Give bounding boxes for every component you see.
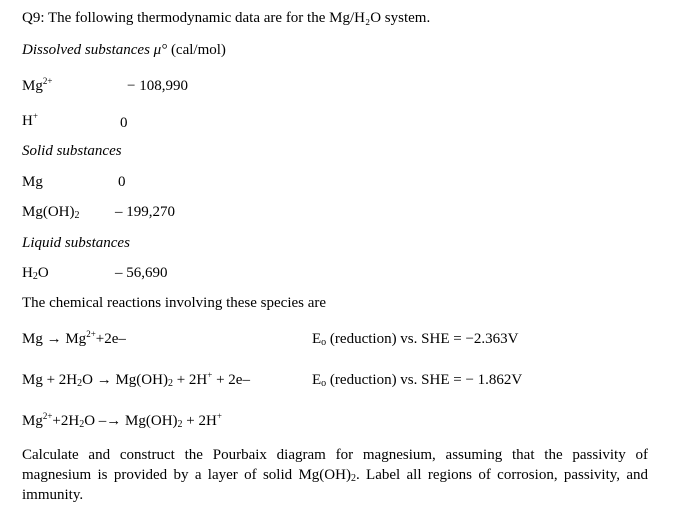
- species-h2o-name: $H_2O$: [22, 265, 49, 282]
- species-mgoh2-name: $Mg(OH)_2$: [22, 204, 80, 221]
- solid-header: Solid substances: [22, 143, 122, 159]
- dissolved-header: [22, 41, 226, 59]
- dissolved-title: Dissolved substances μ°: [22, 42, 168, 58]
- reaction-3-equation: $Mg^{2+}+2H_2O -\to Mg(OH)_2 + 2H^+$: [22, 411, 222, 430]
- question-intro: The following thermodynamic data are for the Mg/H₂O system.: [47, 10, 431, 26]
- species-h-name: H+: [22, 111, 38, 129]
- dissolved-unit: (cal/mol): [170, 42, 226, 58]
- liquid-header: Liquid substances: [22, 235, 130, 251]
- reaction-2-equation: $Mg + 2H_2O \to Mg(OH)_2 + 2H^+ + 2e-$: [22, 370, 250, 389]
- reaction-2-potential: $E_o$ (reduction) vs. SHE = − 1.862V: [312, 372, 523, 389]
- species-mg2-name: $Mg^{2+}$: [22, 76, 53, 94]
- reaction-1-equation: $Mg \to Mg^{2+}+2e-$: [22, 329, 126, 347]
- species-h-value: 0: [120, 115, 128, 131]
- species-mg-value: 0: [118, 174, 126, 190]
- species-h2o-value: – 56,690: [115, 265, 168, 281]
- species-mgoh2-value: – 199,270: [115, 204, 175, 220]
- task-paragraph: Calculate and construct the Pourbaix diagram for magnesium, assuming that the passivity of magnesium is provided by a layer of solid $Mg(OH)_2$. Label all regions of corrosion, passivity, and immunity.: [22, 447, 648, 503]
- reactions-intro: The chemical reactions involving these species are: [22, 295, 327, 311]
- species-mg-name: Mg: [22, 174, 43, 190]
- question-title: [22, 9, 430, 27]
- question-label: Q9:: [22, 10, 45, 26]
- species-mg2-value: − 108,990: [127, 78, 188, 94]
- reaction-1-potential: $E_o$ (reduction) vs. SHE = −2.363V: [312, 331, 519, 348]
